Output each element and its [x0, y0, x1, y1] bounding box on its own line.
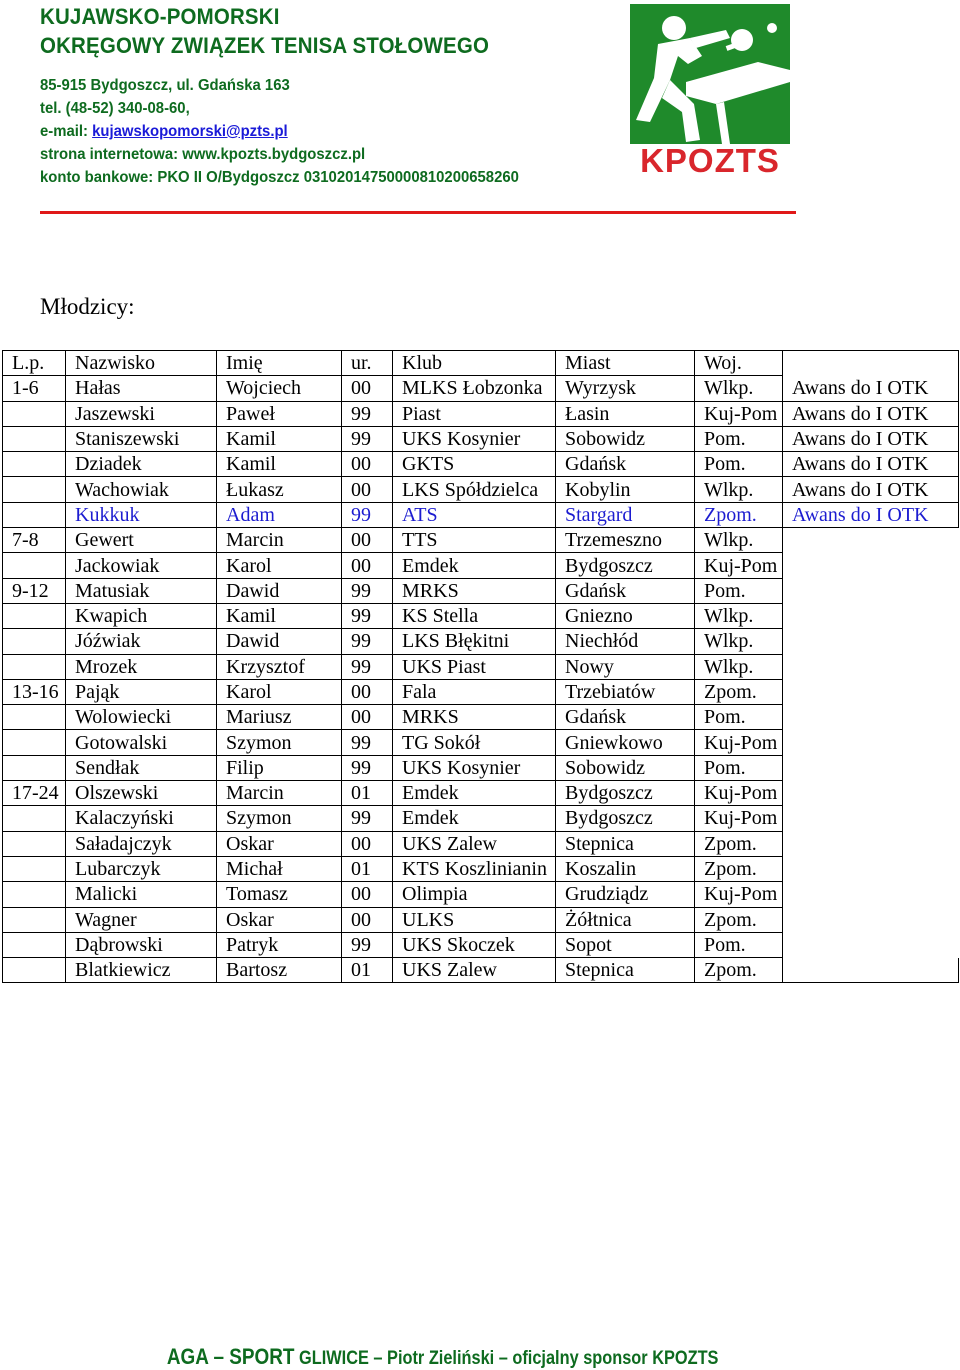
table-row [3, 654, 959, 679]
cell-city: Bydgoszcz [556, 553, 695, 578]
cell-region: Kuj-Pom [695, 882, 783, 907]
cell-city: Trzemeszno [556, 528, 695, 553]
cell-city: Gdańsk [556, 578, 695, 603]
cell-born: 99 [342, 603, 393, 628]
cell-city: Grudziądz [556, 882, 695, 907]
cell-born: 00 [342, 477, 393, 502]
results-table [2, 350, 959, 983]
cell-born: 00 [342, 705, 393, 730]
cell-lp [3, 730, 66, 755]
cell-club: Olimpia [393, 882, 556, 907]
cell-status [783, 781, 959, 806]
cell-name: Bartosz [217, 958, 342, 983]
table-row [3, 401, 959, 426]
cell-city: Stepnica [556, 958, 695, 983]
cell-region: Wlkp. [695, 376, 783, 401]
col-status-header [783, 351, 959, 376]
cell-region: Wlkp. [695, 603, 783, 628]
table-row [3, 452, 959, 477]
cell-born: 00 [342, 553, 393, 578]
cell-lp [3, 958, 66, 983]
cell-status [783, 958, 959, 983]
cell-name: Oskar [217, 907, 342, 932]
cell-region: Kuj-Pom [695, 806, 783, 831]
cell-lp [3, 502, 66, 527]
cell-city: Bydgoszcz [556, 781, 695, 806]
cell-born: 00 [342, 528, 393, 553]
table-row [3, 907, 959, 932]
cell-status [783, 528, 959, 553]
cell-region: Pom. [695, 578, 783, 603]
cell-status [783, 831, 959, 856]
sponsor-name: AGA – SPORT [166, 1344, 295, 1369]
cell-surname: Kwapich [66, 603, 217, 628]
table-row [3, 629, 959, 654]
cell-name: Szymon [217, 806, 342, 831]
header-divider [40, 211, 796, 214]
cell-lp [3, 882, 66, 907]
cell-surname: Saładajczyk [66, 831, 217, 856]
cell-status [783, 654, 959, 679]
cell-club: Emdek [393, 553, 556, 578]
cell-region: Zpom. [695, 856, 783, 881]
cell-city: Sobowidz [556, 755, 695, 780]
cell-name: Oskar [217, 831, 342, 856]
cell-born: 99 [342, 578, 393, 603]
cell-surname: Wachowiak [66, 477, 217, 502]
cell-status [783, 629, 959, 654]
cell-region: Zpom. [695, 679, 783, 704]
cell-name: Kamil [217, 426, 342, 451]
cell-surname: Gotowalski [66, 730, 217, 755]
cell-status [783, 856, 959, 881]
cell-surname: Matusiak [66, 578, 217, 603]
cell-city: Gniewkowo [556, 730, 695, 755]
cell-status: Awans do I OTK [783, 502, 959, 527]
cell-region: Kuj-Pom [695, 553, 783, 578]
table-row [3, 730, 959, 755]
cell-born: 99 [342, 502, 393, 527]
cell-surname: Wagner [66, 907, 217, 932]
cell-born: 99 [342, 806, 393, 831]
cell-city: Nowy [556, 654, 695, 679]
table-row [3, 502, 959, 527]
cell-born: 00 [342, 831, 393, 856]
cell-status [783, 932, 959, 957]
email-label: e-mail: [40, 123, 93, 140]
cell-region: Zpom. [695, 958, 783, 983]
cell-name: Marcin [217, 528, 342, 553]
cell-name: Kamil [217, 603, 342, 628]
cell-born: 99 [342, 654, 393, 679]
cell-name: Karol [217, 553, 342, 578]
cell-surname: Jóźwiak [66, 629, 217, 654]
cell-region: Pom. [695, 755, 783, 780]
cell-surname: Jackowiak [66, 553, 217, 578]
cell-lp [3, 553, 66, 578]
contact-block [40, 74, 519, 189]
cell-surname: Pająk [66, 679, 217, 704]
cell-surname: Lubarczyk [66, 856, 217, 881]
cell-born: 99 [342, 629, 393, 654]
table-row [3, 603, 959, 628]
cell-city: Koszalin [556, 856, 695, 881]
cell-club: MRKS [393, 705, 556, 730]
cell-lp [3, 477, 66, 502]
cell-city: Bydgoszcz [556, 806, 695, 831]
cell-region: Zpom. [695, 502, 783, 527]
table-row [3, 705, 959, 730]
email-line [40, 120, 519, 143]
cell-status [783, 679, 959, 704]
cell-name: Michał [217, 856, 342, 881]
cell-name: Dawid [217, 578, 342, 603]
table-row [3, 477, 959, 502]
cell-lp [3, 452, 66, 477]
table-row [3, 755, 959, 780]
cell-born: 00 [342, 907, 393, 932]
org-name-line1: KUJAWSKO-POMORSKI [40, 4, 280, 29]
cell-city: Sobowidz [556, 426, 695, 451]
cell-status [783, 907, 959, 932]
cell-surname: Staniszewski [66, 426, 217, 451]
cell-lp [3, 705, 66, 730]
cell-surname: Dąbrowski [66, 932, 217, 957]
cell-club: Fala [393, 679, 556, 704]
cell-status: Awans do I OTK [783, 452, 959, 477]
cell-region: Pom. [695, 452, 783, 477]
cell-club: TG Sokół [393, 730, 556, 755]
cell-region: Kuj-Pom [695, 730, 783, 755]
cell-region: Zpom. [695, 831, 783, 856]
cell-club: KS Stella [393, 603, 556, 628]
cell-born: 00 [342, 882, 393, 907]
cell-city: Stepnica [556, 831, 695, 856]
cell-lp [3, 603, 66, 628]
cell-status [783, 806, 959, 831]
cell-lp: 1-6 [3, 376, 66, 401]
table-row [3, 932, 959, 957]
cell-city: Gniezno [556, 603, 695, 628]
cell-region: Kuj-Pom [695, 781, 783, 806]
cell-name: Karol [217, 679, 342, 704]
table-row [3, 376, 959, 401]
cell-city: Sopot [556, 932, 695, 957]
cell-born: 01 [342, 781, 393, 806]
kpozts-logo [630, 4, 790, 180]
col-born-header: ur. [342, 351, 393, 376]
cell-status: Awans do I OTK [783, 477, 959, 502]
cell-surname: Mrozek [66, 654, 217, 679]
cell-surname: Blatkiewicz [66, 958, 217, 983]
cell-name: Tomasz [217, 882, 342, 907]
cell-lp [3, 806, 66, 831]
cell-club: UKS Zalew [393, 958, 556, 983]
cell-name: Mariusz [217, 705, 342, 730]
phone: tel. (48-52) 340-08-60, [40, 100, 190, 117]
cell-born: 00 [342, 452, 393, 477]
cell-city: Łasin [556, 401, 695, 426]
cell-surname: Kukkuk [66, 502, 217, 527]
cell-surname: Malicki [66, 882, 217, 907]
cell-name: Łukasz [217, 477, 342, 502]
cell-status: Awans do I OTK [783, 426, 959, 451]
cell-name: Paweł [217, 401, 342, 426]
cell-club: LKS Błękitni [393, 629, 556, 654]
cell-lp [3, 932, 66, 957]
cell-region: Wlkp. [695, 654, 783, 679]
website: strona internetowa: www.kpozts.bydgoszcz.pl [40, 146, 366, 163]
cell-lp: 17-24 [3, 781, 66, 806]
cell-name: Krzysztof [217, 654, 342, 679]
cell-born: 99 [342, 932, 393, 957]
table-row [3, 781, 959, 806]
cell-region: Pom. [695, 426, 783, 451]
cell-region: Pom. [695, 932, 783, 957]
table-row [3, 578, 959, 603]
col-city-header: Miast [556, 351, 695, 376]
col-club-header: Klub [393, 351, 556, 376]
cell-status [783, 553, 959, 578]
table-row [3, 958, 959, 983]
cell-city: Niechłód [556, 629, 695, 654]
cell-club: Piast [393, 401, 556, 426]
cell-club: UKS Piast [393, 654, 556, 679]
cell-status: Awans do I OTK [783, 401, 959, 426]
cell-region: Kuj-Pom [695, 401, 783, 426]
table-header-row [3, 351, 959, 376]
cell-surname: Wolowiecki [66, 705, 217, 730]
cell-lp: 13-16 [3, 679, 66, 704]
cell-city: Kobylin [556, 477, 695, 502]
logo-text: KPOZTS [640, 142, 780, 179]
sponsor-footer [0, 1344, 885, 1370]
cell-club: ULKS [393, 907, 556, 932]
table-row [3, 426, 959, 451]
cell-surname: Gewert [66, 528, 217, 553]
col-lp-header: L.p. [3, 351, 66, 376]
cell-status [783, 755, 959, 780]
cell-city: Stargard [556, 502, 695, 527]
cell-surname: Dziadek [66, 452, 217, 477]
cell-status [783, 882, 959, 907]
cell-region: Wlkp. [695, 477, 783, 502]
cell-lp [3, 401, 66, 426]
cell-lp: 7-8 [3, 528, 66, 553]
cell-lp [3, 426, 66, 451]
table-row [3, 882, 959, 907]
cell-club: MLKS Łobzonka [393, 376, 556, 401]
table-row [3, 679, 959, 704]
cell-status [783, 603, 959, 628]
cell-status [783, 705, 959, 730]
cell-club: ATS [393, 502, 556, 527]
cell-club: Emdek [393, 781, 556, 806]
cell-name: Dawid [217, 629, 342, 654]
letterhead [40, 2, 555, 189]
table-row [3, 856, 959, 881]
cell-born: 99 [342, 730, 393, 755]
cell-born: 00 [342, 376, 393, 401]
bank-account: konto bankowe: PKO II O/Bydgoszcz 03102014750000810200658260 [40, 169, 519, 186]
cell-region: Wlkp. [695, 629, 783, 654]
cell-region: Wlkp. [695, 528, 783, 553]
cell-lp [3, 907, 66, 932]
cell-surname: Olszewski [66, 781, 217, 806]
cell-born: 00 [342, 679, 393, 704]
cell-lp: 9-12 [3, 578, 66, 603]
cell-surname: Jaszewski [66, 401, 217, 426]
cell-name: Patryk [217, 932, 342, 957]
cell-lp [3, 654, 66, 679]
cell-name: Marcin [217, 781, 342, 806]
cell-region: Zpom. [695, 907, 783, 932]
cell-born: 99 [342, 426, 393, 451]
cell-lp [3, 831, 66, 856]
cell-club: Emdek [393, 806, 556, 831]
cell-born: 01 [342, 856, 393, 881]
address: 85-915 Bydgoszcz, ul. Gdańska 163 [40, 77, 290, 94]
table-row [3, 831, 959, 856]
cell-name: Wojciech [217, 376, 342, 401]
cell-surname: Kalaczyński [66, 806, 217, 831]
cell-club: GKTS [393, 452, 556, 477]
col-name-header: Imię [217, 351, 342, 376]
cell-status: Awans do I OTK [783, 376, 959, 401]
cell-region: Pom. [695, 705, 783, 730]
cell-born: 99 [342, 755, 393, 780]
org-name-line2: OKRĘGOWY ZWIĄZEK TENISA STOŁOWEGO [40, 33, 490, 58]
table-row [3, 528, 959, 553]
col-region-header: Woj. [695, 351, 783, 376]
cell-lp [3, 856, 66, 881]
email-link[interactable]: kujawskopomorski@pzts.pl [92, 123, 288, 140]
cell-city: Gdańsk [556, 705, 695, 730]
cell-name: Szymon [217, 730, 342, 755]
cell-club: UKS Zalew [393, 831, 556, 856]
cell-club: UKS Kosynier [393, 755, 556, 780]
cell-city: Żółtnica [556, 907, 695, 932]
cell-club: LKS Spółdzielca [393, 477, 556, 502]
cell-born: 01 [342, 958, 393, 983]
cell-club: TTS [393, 528, 556, 553]
cell-lp [3, 629, 66, 654]
cell-status [783, 730, 959, 755]
table-row [3, 806, 959, 831]
cell-city: Gdańsk [556, 452, 695, 477]
col-surname-header: Nazwisko [66, 351, 217, 376]
cell-name: Adam [217, 502, 342, 527]
cell-city: Trzebiatów [556, 679, 695, 704]
cell-club: MRKS [393, 578, 556, 603]
cell-club: KTS Koszlinianin [393, 856, 556, 881]
cell-name: Filip [217, 755, 342, 780]
cell-surname: Sendłak [66, 755, 217, 780]
cell-name: Kamil [217, 452, 342, 477]
table-row [3, 553, 959, 578]
cell-status [783, 578, 959, 603]
cell-lp [3, 755, 66, 780]
section-title: Młodzicy: [40, 294, 135, 319]
cell-born: 99 [342, 401, 393, 426]
cell-city: Wyrzysk [556, 376, 695, 401]
sponsor-text: GLIWICE – Piotr Zieliński – oficjalny sponsor KPOZTS [294, 1348, 719, 1369]
cell-club: UKS Skoczek [393, 932, 556, 957]
cell-club: UKS Kosynier [393, 426, 556, 451]
cell-surname: Hałas [66, 376, 217, 401]
